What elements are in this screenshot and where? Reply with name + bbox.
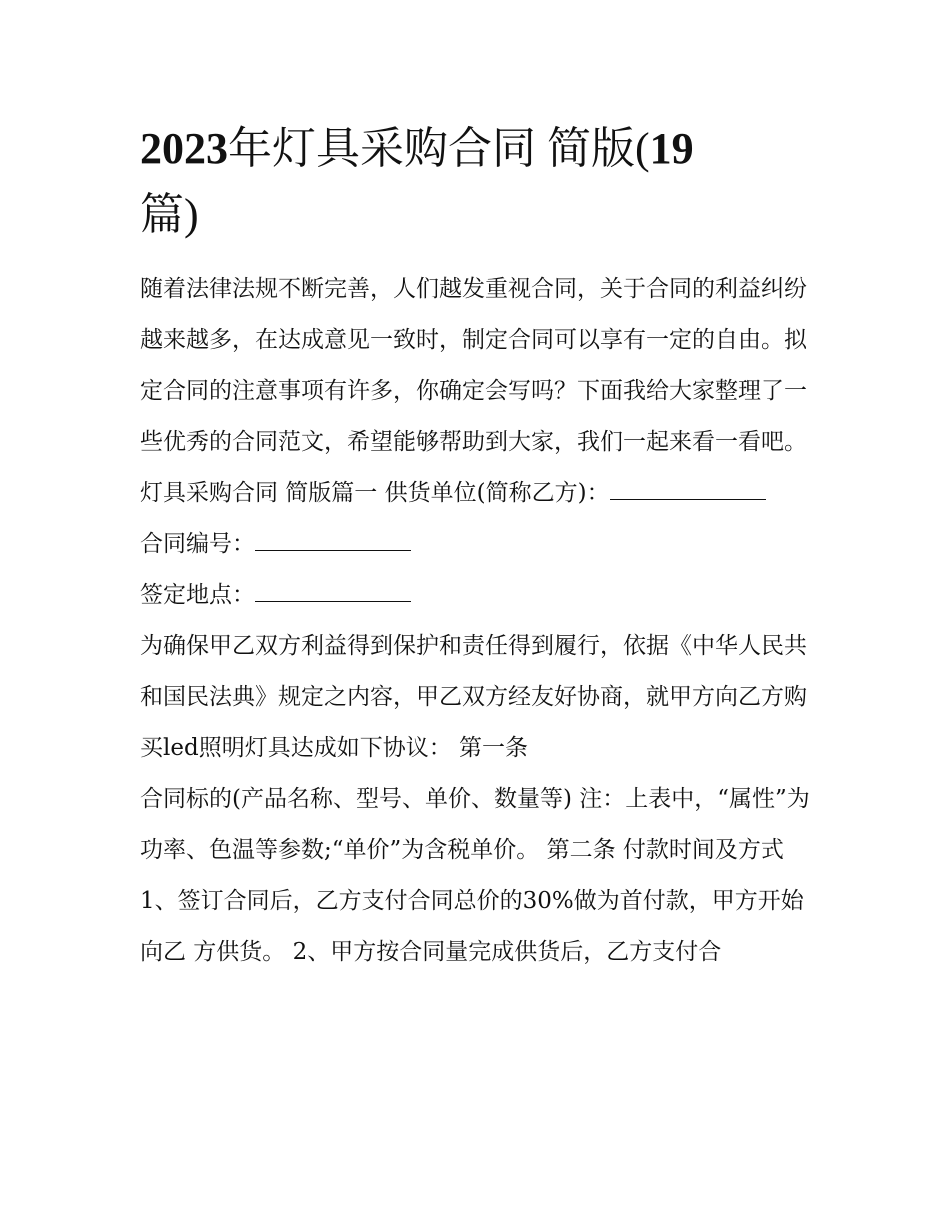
subject-paragraph: 合同标的(产品名称、型号、单价、数量等) 注：上表中，“属性”为功率、色温等参数;“单价”为含税单价。 第二条 付款时间及方式 [140,786,810,863]
title-main: 年灯具采购合同 简版( [228,124,650,173]
sign-place-label: 签定地点： [140,582,255,608]
document-page [140,116,812,978]
intro-paragraph: 随着法律法规不断完善，人们越发重视合同，关于合同的利益纠纷越来越多，在达成意见一致时，制定合同可以享有一定的自由。拟定合同的注意事项有许多，你确定会写吗？下面我给大家整理了一些优秀的合同范文，希望能够帮助到大家，我们一起来看一看吧。 [140,276,807,455]
contract-no-label: 合同编号： [140,531,255,557]
title-count: 19 [649,124,694,173]
contract-no-line [140,519,812,570]
title-year: 2023 [140,124,228,173]
title-end: 篇) [140,190,199,239]
document-title [140,116,812,248]
supplier-label: 灯具采购合同 简版篇一 供货单位(简称乙方)： [140,480,610,506]
purpose-paragraph: 为确保甲乙双方利益得到保护和责任得到履行，依据《中华人民共和国民法典》规定之内容，甲乙双方经友好协商，就甲方向乙方购买led照明灯具达成如下协议： 第一条 [140,633,807,761]
supplier-blank [610,477,766,500]
payment-paragraph: 1、签订合同后，乙方支付合同总价的30%做为首付款，甲方开始向乙 方供货。 2、甲方按合同量完成供货后，乙方支付合 [140,888,804,965]
sign-place-line [140,570,812,621]
supplier-line [140,468,812,519]
contract-no-blank [255,528,411,551]
sign-place-blank [255,579,411,602]
